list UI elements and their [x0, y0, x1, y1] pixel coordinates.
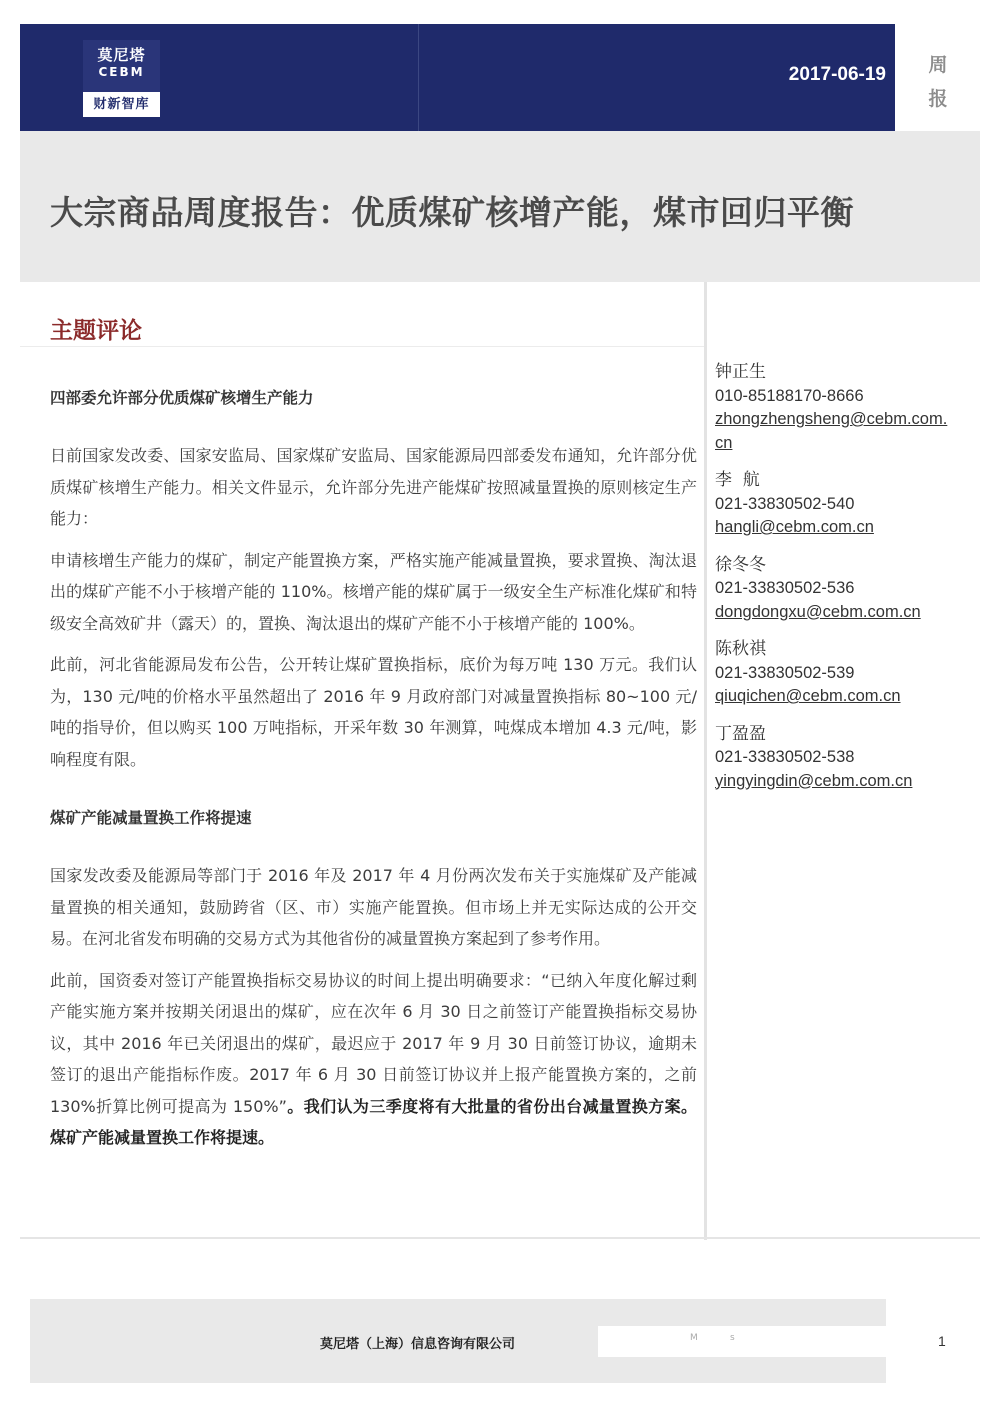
logo-en-text: CEBM	[98, 65, 145, 79]
analyst-phone: 021-33830502-538	[715, 748, 855, 766]
company-logo	[83, 40, 160, 117]
section-divider	[20, 346, 704, 347]
paragraph-2: 申请核增生产能力的煤矿，制定产能置换方案，严格实施产能减量置换，要求置换、淘汰退出的煤矿产能不小于核增产能的 110%。核增产能的煤矿属于一级安全生产标准化煤矿和特级安全高效矿井（露天）的，置换、淘汰退出的煤矿产能不小于核增产能的 100%。	[50, 550, 697, 633]
analyst-email[interactable]: dongdongxu@cebm.com.cn	[715, 602, 921, 621]
analyst-name: 钟正生	[715, 362, 766, 382]
footer-mark-1: M	[690, 1333, 698, 1343]
content-bottom-divider	[20, 1237, 980, 1239]
paragraph-5	[50, 965, 697, 1154]
report-type-char-1: 周	[928, 54, 948, 76]
analyst-card	[715, 638, 975, 709]
analyst-card	[715, 723, 975, 794]
section-heading: 主题评论	[50, 318, 142, 344]
analyst-card	[715, 554, 975, 625]
analyst-phone: 021-33830502-539	[715, 663, 855, 682]
analyst-card	[715, 361, 975, 455]
title-band	[20, 131, 980, 282]
logo-top	[83, 40, 160, 92]
report-title: 大宗商品周度报告：优质煤矿核增产能，煤市回归平衡	[50, 193, 854, 232]
analyst-phone: 021-33830502-536	[715, 579, 855, 597]
analyst-email[interactable]: qiuqichen@cebm.com.cn	[715, 687, 901, 705]
paragraph-5-emphasis: 。我们认为三季度将有大批量的省份出台减量置换方案。煤矿产能减量置换工作将提速。	[50, 1096, 697, 1147]
analyst-name: 徐冬冬	[715, 554, 766, 575]
analyst-email[interactable]: yingyingdin@cebm.com.cn	[715, 771, 913, 790]
report-type	[926, 48, 950, 116]
paragraph-3: 此前，河北省能源局发布公告，公开转让煤矿置换指标，底价为每万吨 130 万元。我们认为，130 元/吨的价格水平虽然超出了 2016 年 9 月政府部门对减量置换指标 80~100 元/吨的指导价，但以购买 100 万吨指标，开采年数 30 年测算，吨煤成本增加 4.3 元/吨，影响程度有限。	[50, 655, 697, 769]
analyst-email[interactable]: zhongzhengsheng@cebm.com.cn	[715, 410, 948, 452]
article-body	[50, 385, 697, 1154]
page-number: 1	[938, 1333, 946, 1349]
analyst-phone: 010-85188170-8666	[715, 386, 864, 405]
logo-cn-text: 莫尼塔	[97, 46, 146, 64]
analyst-email[interactable]: hangli@cebm.com.cn	[715, 518, 874, 536]
analyst-name: 丁盈盈	[715, 723, 766, 744]
paragraph-5-text: 此前，国资委对签订产能置换指标交易协议的时间上提出明确要求：“已纳入年度化解过剩产能实施方案并按期关闭退出的煤矿，应在次年 6 月 30 日之前签订产能置换指标交易协议，其中 2016 年已关闭退出的煤矿，最迟应于 2017 年 9 月 30 日前签订协议，逾期未签订的退出产能指标作废。2017 年 6 月 30 日前签订协议并上报产能置换方案的，之前 130%折算比例可提高为 150%”	[50, 970, 697, 1116]
analyst-card	[715, 469, 975, 540]
report-type-char-2: 报	[928, 88, 948, 110]
analyst-phone: 021-33830502-540	[715, 494, 855, 513]
logo-sub-text: 财新智库	[83, 92, 160, 117]
header-divider	[418, 24, 419, 131]
footer-company: 莫尼塔（上海）信息咨询有限公司	[320, 1337, 516, 1352]
analyst-name: 李 航	[715, 470, 760, 490]
analyst-name: 陈秋祺	[715, 639, 766, 659]
footer-mark-2: s	[730, 1333, 735, 1343]
paragraph-1: 日前国家发改委、国家安监局、国家煤矿安监局、国家能源局四部委发布通知，允许部分优质煤矿核增生产能力。相关文件显示，允许部分先进产能煤矿按照减量置换的原则核定生产能力：	[50, 446, 697, 528]
subheading-1: 四部委允许部分优质煤矿核增生产能力	[50, 389, 314, 407]
report-date: 2017-06-19	[788, 64, 886, 85]
paragraph-4: 国家发改委及能源局等部门于 2016 年及 2017 年 4 月份两次发布关于实施煤矿及产能减量置换的相关通知，鼓励跨省（区、市）实施产能置换。但市场上并无实际达成的公开交易。在河北省发布明确的交易方式为其他省份的减量置换方案起到了参考作用。	[50, 866, 697, 948]
column-divider	[704, 282, 707, 1240]
analyst-list	[715, 361, 975, 807]
footer-box	[598, 1326, 886, 1357]
subheading-2: 煤矿产能减量置换工作将提速	[50, 809, 252, 827]
